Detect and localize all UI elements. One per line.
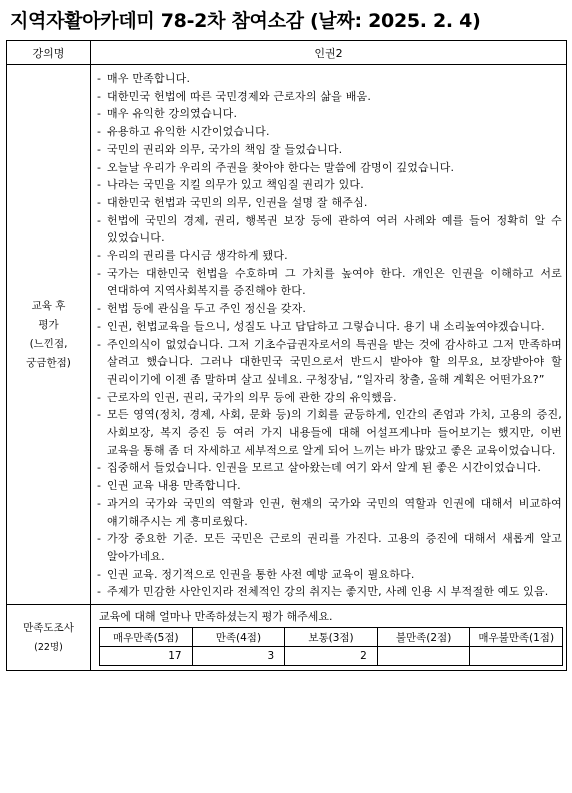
survey-row: [7, 605, 567, 671]
evaluation-row: [7, 65, 567, 605]
feedback-item: - 과거의 국가와 국민의 역할과 인권, 현재의 국가와 국민의 역할과 인권에 대해서 비교하여 얘기해주시는 게 흥미로웠다.: [97, 495, 562, 530]
survey-header-cell: 불만족(2점): [377, 628, 470, 647]
survey-value-cell: [377, 647, 470, 666]
evaluation-content: [91, 65, 567, 605]
survey-value-cell: 2: [285, 647, 378, 666]
evaluation-label-line: (느낀점,: [29, 337, 68, 350]
survey-content: [91, 605, 567, 671]
feedback-item: - 대한민국 헌법과 국민의 의무, 인권을 설명 잘 해주심.: [97, 194, 562, 212]
survey-label: [7, 605, 91, 671]
survey-value-cell: [470, 647, 563, 666]
feedback-item: - 오늘날 우리가 우리의 주권을 찾아야 한다는 말씀에 감명이 깊었습니다.: [97, 159, 562, 177]
survey-header-row: [100, 628, 563, 647]
page-title: 지역자활아카데미 78-2차 참여소감 (날짜: 2025. 2. 4): [10, 10, 481, 32]
lecture-name-value: 인권2: [91, 41, 567, 65]
feedback-item: - 가장 중요한 기준. 모든 국민은 근로의 권리를 가진다. 고용의 증진에 대해서 새롭게 알고 알아가네요.: [97, 530, 562, 565]
evaluation-label-line: 평가: [38, 318, 59, 331]
evaluation-label: [7, 65, 91, 605]
survey-value-cell: 17: [100, 647, 193, 666]
feedback-item: - 모든 영역(정치, 경제, 사회, 문화 등)의 기회를 균등하게, 인간의 존엄과 가치, 고용의 증진, 사회보장, 복지 증진 등 여러 가지 내용들에 대해 어설프게나마 들어보기는 했지만, 이번 교육을 통해 좀 더 자세하고 세부적으로 알게 되어 느끼는 바가 많았고 좋은 교육이었습니다.: [97, 406, 562, 459]
feedback-item: - 주인의식이 없었습니다. 그저 기초수급권자로서의 특권을 받는 것에 감사하고 그저 만족하며 살려고 했습니다. 그러나 대한민국 국민으로서 반드시 받아야 할 의무요, 보장받아야 할 권리이기에 이젠 좀 말하며 살고 싶네요. 구청장님, “일자리 창출, 올해 계획은 어떤가요?”: [97, 336, 562, 389]
survey-header-cell: 보통(3점): [285, 628, 378, 647]
feedback-item: - 대한민국 헌법에 따른 국민경제와 근로자의 삶을 배움.: [97, 88, 562, 106]
survey-header-cell: 매우만족(5점): [100, 628, 193, 647]
feedback-item: - 국가는 대한민국 헌법을 수호하며 그 가치를 높여야 한다. 개인은 인권을 이해하고 서로 연대하여 지역사회복지를 증진해야 한다.: [97, 265, 562, 300]
survey-label-text: 만족도조사: [23, 621, 74, 634]
feedback-item: - 헌법에 국민의 경제, 권리, 행복권 보장 등에 관하여 여러 사례와 예를 들어 정확히 알 수 있었습니다.: [97, 212, 562, 247]
feedback-item: - 인권, 헌법교육을 들으니, 성질도 나고 답답하고 그렇습니다. 용기 내 소리높여야겠습니다.: [97, 318, 562, 336]
survey-value-cell: 3: [192, 647, 285, 666]
feedback-item: - 집중해서 들었습니다. 인권을 모르고 살아왔는데 여기 와서 알게 된 좋은 시간이었습니다.: [97, 459, 562, 477]
feedback-item: - 인권 교육. 정기적으로 인권을 통한 사전 예방 교육이 필요하다.: [97, 566, 562, 584]
survey-header-cell: 만족(4점): [192, 628, 285, 647]
survey-table: [99, 627, 563, 666]
feedback-item: - 매우 유익한 강의였습니다.: [97, 105, 562, 123]
feedback-item: - 나라는 국민을 지킬 의무가 있고 책임질 권리가 있다.: [97, 176, 562, 194]
survey-header-cell: 매우불만족(1점): [470, 628, 563, 647]
survey-count: (22명): [34, 641, 63, 653]
header-row: [7, 41, 567, 65]
feedback-item: - 유용하고 유익한 시간이었습니다.: [97, 123, 562, 141]
feedback-item: - 국민의 권리와 의무, 국가의 책임 잘 들었습니다.: [97, 141, 562, 159]
lecture-name-label: 강의명: [7, 41, 91, 65]
feedback-item: - 헌법 등에 관심을 두고 주인 정신을 갖자.: [97, 300, 562, 318]
survey-value-row: [100, 647, 563, 666]
feedback-list: [91, 65, 566, 604]
feedback-item: - 근로자의 인권, 권리, 국가의 의무 등에 관한 강의 유익했음.: [97, 389, 562, 407]
report-table: [6, 40, 567, 671]
evaluation-label-line: 교육 후: [31, 299, 66, 312]
feedback-item: - 주제가 민감한 사안인지라 전체적인 강의 취지는 좋지만, 사례 인용 시 부적절한 예도 있음.: [97, 583, 562, 601]
feedback-item: - 매우 만족합니다.: [97, 70, 562, 88]
feedback-item: - 인권 교육 내용 만족합니다.: [97, 477, 562, 495]
evaluation-label-line: 궁금한점): [26, 356, 71, 369]
survey-question: 교육에 대해 얼마나 만족하셨는지 평가 해주세요.: [99, 610, 333, 624]
feedback-item: - 우리의 권리를 다시금 생각하게 됐다.: [97, 247, 562, 265]
